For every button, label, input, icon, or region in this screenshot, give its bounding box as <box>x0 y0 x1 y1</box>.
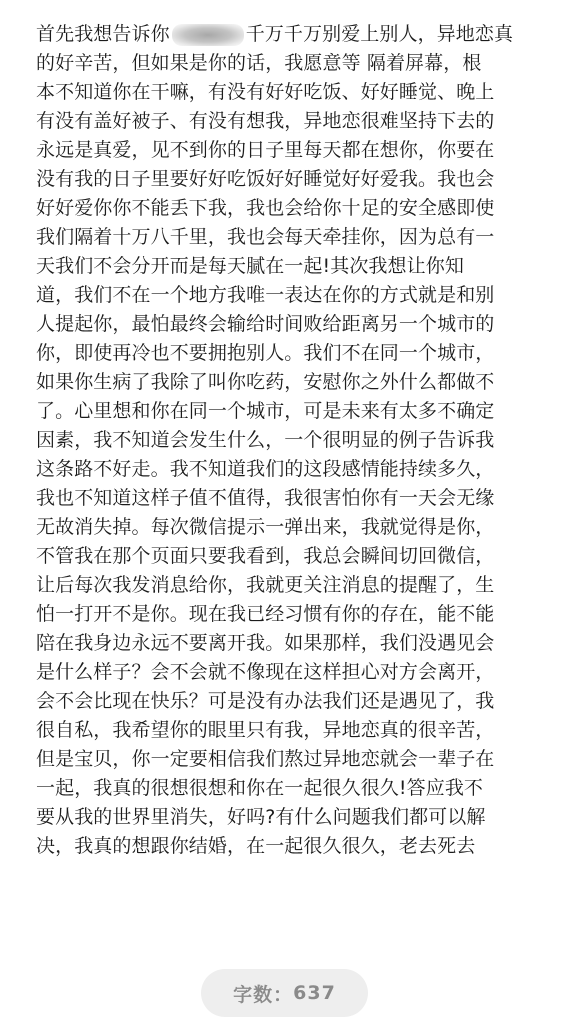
note-line: 这条路不好走。我不知道我们的这段感情能持续多久， <box>36 458 495 480</box>
note-line: 不管我在那个页面只要我看到，我总会瞬间切回微信， <box>36 545 495 567</box>
note-line: 一起，我真的很想很想和你在一起很久很久!答应我不 <box>36 777 484 799</box>
note-line: 好好爱你你不能丢下我，我也会给你十足的安全感即使 <box>36 197 495 219</box>
note-line: 是什么样子？会不会就不像现在这样担心对方会离开， <box>36 661 495 683</box>
note-line: 怕一打开不是你。现在我已经习惯有你的存在，能不能 <box>36 603 495 625</box>
note-line: 的好辛苦，但如果是你的话，我愿意等 隔着屏幕，根 <box>36 52 482 74</box>
note-line: 人提起你，最怕最终会输给时间败给距离另一个城市的 <box>36 313 495 335</box>
note-line <box>36 20 536 49</box>
note-line: 但是宝贝，你一定要相信我们熬过异地恋就会一辈子在 <box>36 748 495 770</box>
note-line: 让后每次我发消息给你，我就更关注消息的提醒了，生 <box>36 574 495 596</box>
note-line: 无故消失掉。每次微信提示一弹出来，我就觉得是你， <box>36 516 495 538</box>
note-line: 天我们不会分开而是每天腻在一起!其次我想让你知 <box>36 255 464 277</box>
note-line: 陪在我身边永远不要离开我。如果那样，我们没遇见会 <box>36 632 495 654</box>
word-count-label: 字数： <box>233 983 294 1006</box>
note-line: 因素，我不知道会发生什么，一个很明显的例子告诉我 <box>36 429 495 451</box>
note-line: 很自私，我希望你的眼里只有我，异地恋真的很辛苦， <box>36 719 495 741</box>
word-count-value: 637 <box>293 982 336 1004</box>
note-line: 如果你生病了我除了叫你吃药，安慰你之外什么都做不 <box>36 371 495 393</box>
note-line: 道，我们不在一个地方我唯一表达在你的方式就是和别 <box>36 284 495 306</box>
note-line: 我们隔着十万八千里，我也会每天牵挂你，因为总有一 <box>36 226 495 248</box>
note-text <box>36 20 536 861</box>
redacted-name-blur <box>172 24 244 46</box>
note-line: 你，即使再冷也不要拥抱别人。我们不在同一个城市， <box>36 342 495 364</box>
note-line: 我也不知道这样子值不值得，我很害怕你有一天会无缘 <box>36 487 495 509</box>
note-line: 本不知道你在干嘛，有没有好好吃饭、好好睡觉、晚上 <box>36 81 495 103</box>
note-line-segment: 首先我想告诉你 <box>36 23 170 45</box>
note-line: 有没有盖好被子、有没有想我，异地恋很难坚持下去的 <box>36 110 495 132</box>
note-line: 没有我的日子里要好好吃饭好好睡觉好好爱我。我也会 <box>36 168 495 190</box>
note-line: 永远是真爱，见不到你的日子里每天都在想你，你要在 <box>36 139 495 161</box>
note-line: 会不会比现在快乐？可是没有办法我们还是遇见了，我 <box>36 690 495 712</box>
note-line: 要从我的世界里消失，好吗?有什么问题我们都可以解 <box>36 806 486 828</box>
note-line-segment: 千万千万别爱上别人，异地恋真 <box>245 23 514 45</box>
note-line: 了。心里想和你在同一个城市，可是未来有太多不确定 <box>36 400 495 422</box>
note-line: 决，我真的想跟你结婚，在一起很久很久，老去死去 <box>36 835 476 857</box>
word-count-badge <box>201 969 368 1017</box>
